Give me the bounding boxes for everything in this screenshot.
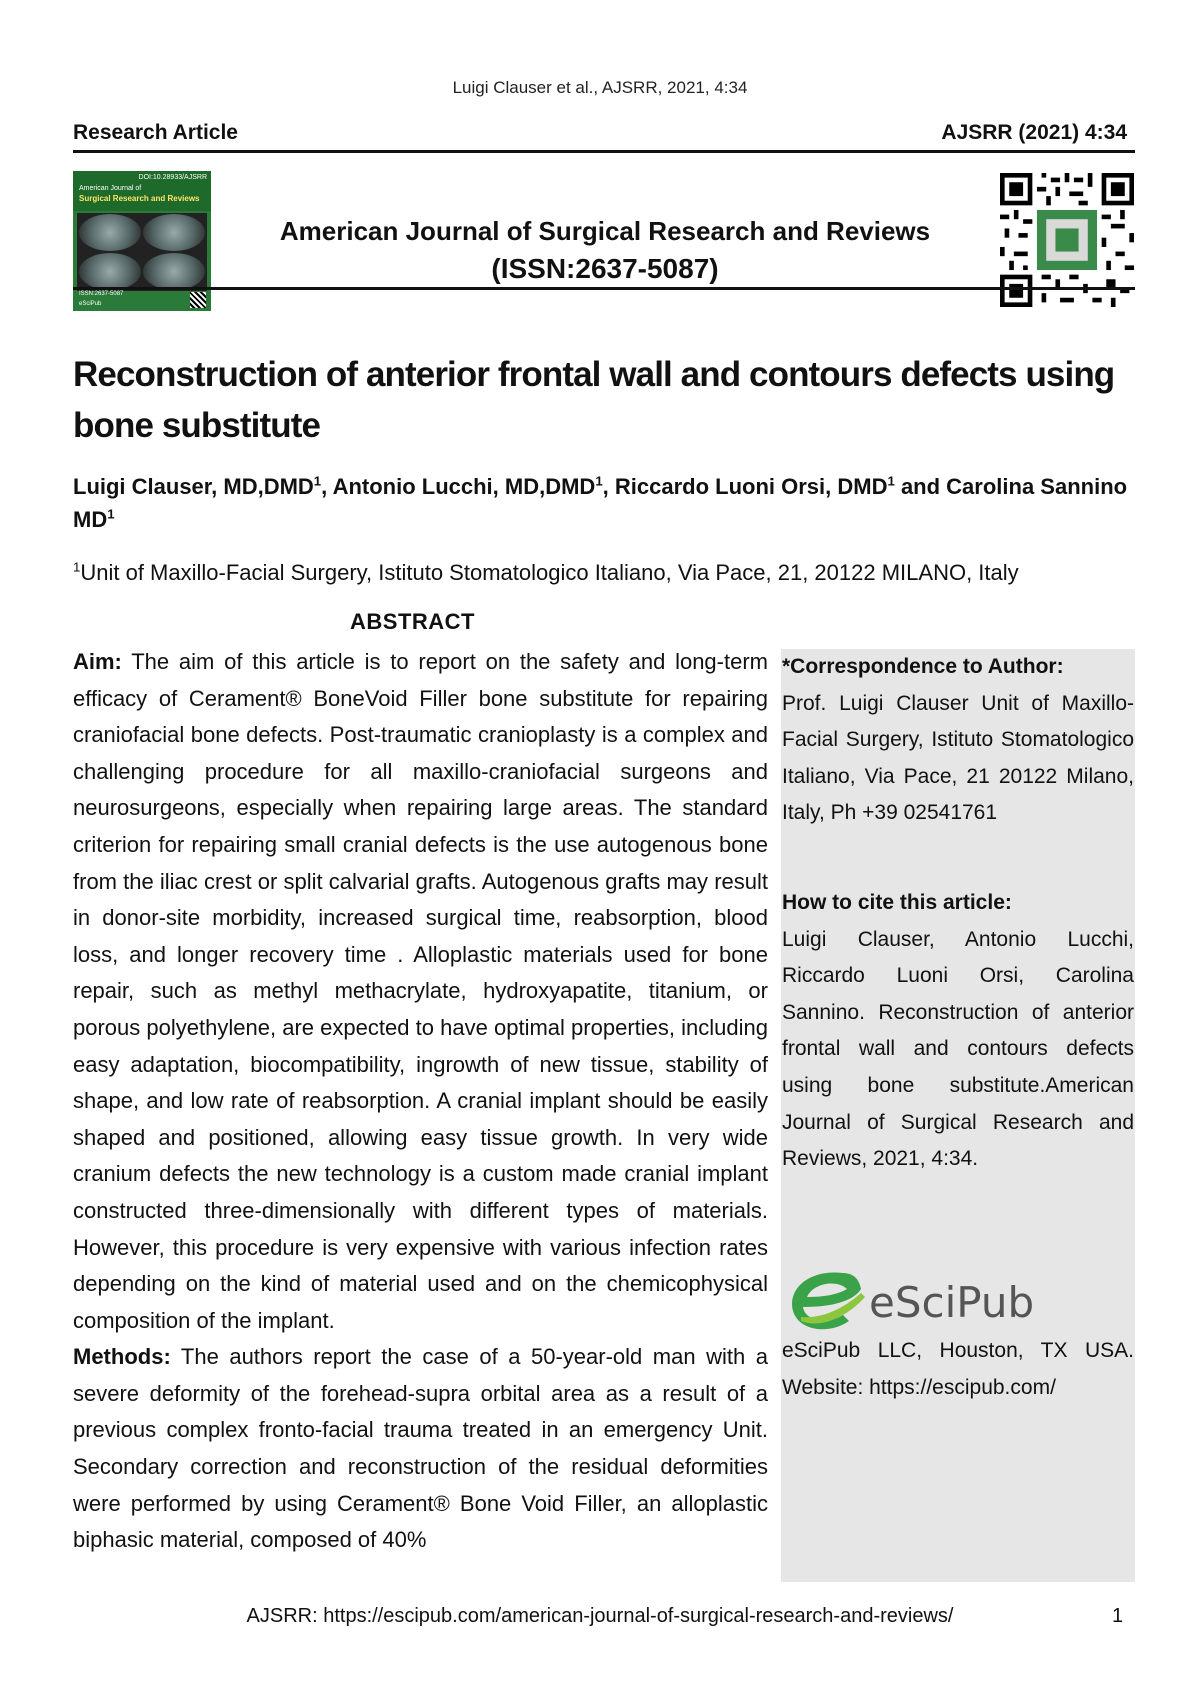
journal-title-block [235,212,975,288]
paper-title: Reconstruction of anterior frontal wall and contours defects using bone substitute [73,355,1115,445]
top-rule [73,150,1135,153]
aim-label: Aim: [73,649,122,674]
journal-title: American Journal of Surgical Research and Reviews [279,216,931,246]
abstract-heading: ABSTRACT [350,609,475,634]
abstract-aim-paragraph [73,644,768,1339]
cover-issn: ISSN:2637-5087 [79,291,124,297]
cover-ct-scans [77,213,207,291]
footer-url: AJSRR: https://escipub.com/american-journal-of-surgical-research-and-reviews/ [246,1605,954,1627]
logo-wordmark: eSciPub [869,1278,1035,1327]
author-affiliation-mark: 1 [887,473,895,489]
article-type: Research Article [73,121,238,144]
escipub-logo [783,1259,1063,1339]
cite-heading: How to cite this article: [782,891,1012,914]
journal-issn: (ISSN:2637-5087) [491,253,719,284]
publisher-website: Website: https://escipub.com/ [782,1375,1056,1399]
affiliation-text: Unit of Maxillo-Facial Surgery, Istituto Stomatologico Italiano, Via Pace, 21, 20122 MILANO, Italy [80,560,1019,585]
affiliation-mark: 1 [73,559,81,575]
methods-text: The authors report the case of a 50-year-old man with a severe deformity of the forehead-supra orbital area as a result of a previous complex fronto-facial trauma treated in an emergency Unit. Secondary correction and reconstruction of the residual deformities were performed by using Cerament® Bone Void Filler, an alloplastic biphasic material, composed of 40% [73,1344,768,1553]
page-number: 1 [1112,1605,1124,1627]
author-name: Riccardo Luoni Orsi, DMD [614,474,888,499]
correspondence-text: Prof. Luigi Clauser Unit of Maxillo-Facial Surgery, Istituto Stomatologico Italiano, Via Pace, 21 20122 Milano, Italy, Ph +39 02541761 [782,691,1134,825]
author-affiliation-mark: 1 [313,473,322,489]
author-list [73,470,1138,536]
author-name: Antonio Lucchi, MD,DMD [332,474,596,499]
author-name: Luigi Clauser, MD,DMD [73,474,314,499]
methods-label: Methods: [73,1344,171,1370]
bottom-rule [73,287,1135,290]
running-head: Luigi Clauser et al., AJSRR, 2021, 4:34 [452,78,748,97]
citation-short: AJSRR (2021) 4:34 [941,121,1127,144]
cover-qr-icon [190,292,206,308]
cover-publisher: eSciPub [79,301,102,307]
correspondence-heading: *Correspondence to Author: [782,655,1064,678]
affiliation [73,560,1138,586]
cover-journal-line2: Surgical Research and Reviews [79,194,200,203]
cite-text: Luigi Clauser, Antonio Lucchi, Riccardo Luoni Orsi, Carolina Sannino. Reconstruction of anterior frontal wall and contours defects using bone substitute.American Journal of Surgical Research and Reviews, 2021, 4:34. [782,927,1134,1171]
cover-journal-line1: American Journal of [79,185,142,192]
abstract-body [73,644,768,1559]
author-affiliation-mark: 1 [595,473,603,489]
journal-cover-image [73,171,211,311]
author-name: Carolina Sannino MD [73,474,1128,532]
correspondence-block [782,649,1134,832]
author-separator: , [321,474,333,499]
cover-doi: DOI:10.28933/AJSRR [138,174,207,181]
abstract-methods-paragraph [73,1339,768,1559]
publisher-block [782,1333,1134,1406]
publisher-line: eSciPub LLC, Houston, TX USA. [782,1339,1134,1362]
info-sidebar [781,649,1135,1582]
aim-text: The aim of this article is to report on the safety and long-term efficacy of Cerament® BoneVoid Filler bone substitute for repairing craniofacial bone defects. Post-traumatic cranioplasty is a complex and challenging procedure for all maxillo-craniofacial surgeons and neurosurgeons, especially when repairing large areas. The standard criterion for repairing small cranial defects is the use autogenous bone from the iliac crest or split calvarial grafts. Autogenous grafts may result in donor-site morbidity, increased surgical time, reabsorption, blood loss, and longer recovery time . Alloplastic materials used for bone repair, such as methyl methacrylate, hydroxyapatite, titanium, or porous polyethylene, are expected to have optimal properties, including easy adaptation, biocompatibility, ingrowth of new tissue, stability of shape, and low rate of reabsorption. A cranial implant should be easily shaped and positioned, allowing easy tissue growth. In very wide cranium defects the new technology is a custom made cranial implant constructed three-dimensionally with different types of materials. However, this procedure is very expensive with various infection rates depending on the kind of material used and on the chemicophysical composition of the implant. [73,649,768,1333]
cite-block [782,885,1134,1178]
author-separator: , [602,474,615,499]
author-affiliation-mark: 1 [107,506,115,522]
author-separator: and [894,474,947,499]
